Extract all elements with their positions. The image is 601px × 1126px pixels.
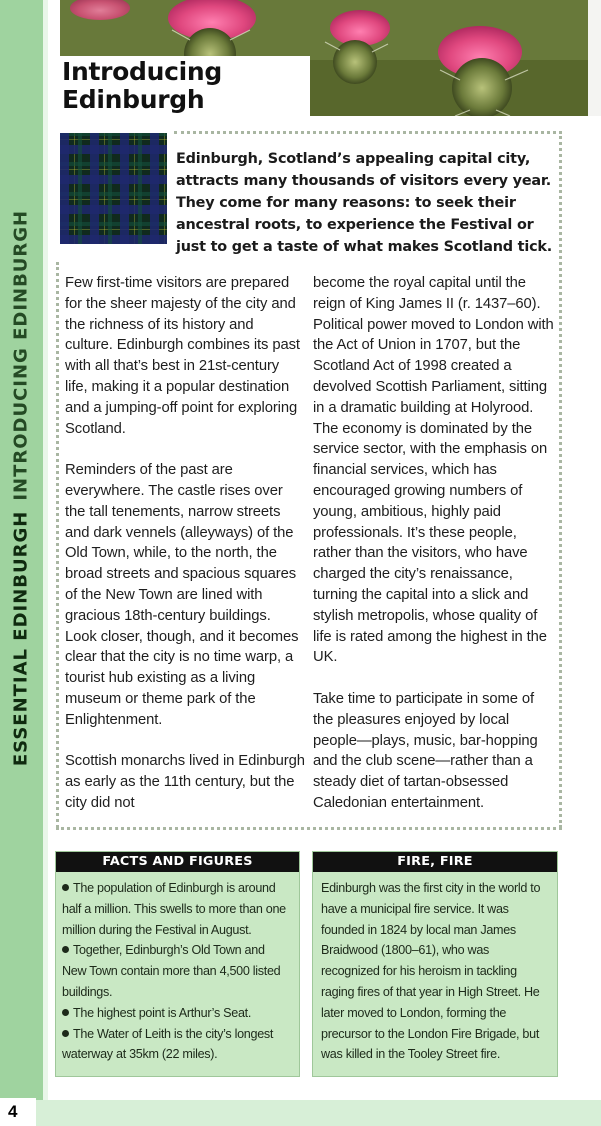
- fact-text: The highest point is Arthur’s Seat.: [73, 1005, 252, 1020]
- fact-text: The Water of Leith is the city’s longest waterway at 35km (22 miles).: [62, 1026, 274, 1062]
- sidebar-section-label: [0, 0, 43, 1126]
- fact-text: Together, Edinburgh’s Old Town and New Town contain more than 4,500 listed buildings.: [62, 943, 281, 999]
- section-name: ESSENTIAL EDINBURGH: [10, 510, 32, 767]
- fact-item: [62, 878, 291, 940]
- fire-box-text: Edinburgh was the first city in the world to have a municipal fire service. It was founded in 1824 by local man James Braidwood (1800–61), who was recognized for his heroism in tackling raging fires of that year in High Street. He later moved to London, forming the precursor to the London Fire Brigade, but was killed in the Tooley Street fire.: [321, 881, 541, 1062]
- title-line-1: Introducing: [62, 57, 223, 86]
- facts-and-figures-box: [55, 851, 300, 1077]
- body-paragraph: Take time to participate in some of the pleasures enjoyed by local people—plays, music, bar-hopping and the club scene—rather than a steady diet of tartan-obsessed Caledonian entertainment.: [313, 690, 538, 811]
- fire-box-title: FIRE, FIRE: [313, 852, 557, 872]
- bullet-icon: [62, 884, 69, 891]
- facts-box-title: FACTS AND FIGURES: [56, 852, 299, 872]
- fact-item: [62, 940, 291, 1002]
- chapter-name: INTRODUCING EDINBURGH: [10, 209, 32, 501]
- fact-item: [62, 1024, 291, 1066]
- footer-band: [36, 1100, 601, 1126]
- title-line-2: Edinburgh: [62, 85, 205, 114]
- body-column-right: [313, 273, 555, 835]
- page-title: [62, 58, 312, 114]
- body-paragraph: Scottish monarchs lived in Edinburgh as early as the 11th century, but the city did not: [65, 753, 305, 811]
- tartan-swatch: [60, 133, 167, 244]
- fact-item: [62, 1003, 291, 1024]
- body-paragraph: become the royal capital until the reign of King James II (r. 1437–60). Political power moved to London with the Act of Union in 1707, but the Scotland Act of 1998 created a devolved Scottish Parliament, sitting in a dramatic building at Holyrood. The economy is dominated by the service sector, with the emphasis on financial services, which has encouraged growing numbers of young, ambitious, highly paid professionals. It’s these people, rather than the visitors, who have charged the city’s renaissance, turning the capital into a slick and stylish metropolis, whose quality of life is rated among the highest in the UK.: [313, 275, 554, 666]
- body-paragraph: Reminders of the past are everywhere. The castle rises over the tall tenements, narrow streets and dark vennels (alleyways) of the Old Town, while, to the north, the broad streets and spacious squares of the New Town are lined with gracious 18th-century buildings. Look closer, though, and it becomes clear that the city is no time warp, a tourist hub existing as a living museum or theme park of the Enlightenment.: [65, 462, 299, 728]
- page-edge: [588, 0, 601, 116]
- body-paragraph: Few first-time visitors are prepared for the sheer majesty of the city and the richness of its history and culture. Edinburgh combines its past with all that’s best in 21st-century life, making it a popular destination and a jumping-off point for exploring Scotland.: [65, 275, 300, 437]
- body-column-left: [65, 273, 305, 835]
- fire-fire-box: [312, 851, 558, 1077]
- bullet-icon: [62, 946, 69, 953]
- dotted-border-top: [174, 131, 562, 134]
- intro-paragraph: Edinburgh, Scotland’s appealing capital city, attracts many thousands of visitors every year. They come for many reasons: to seek their ancestral roots, to experience the Festival or just to get a taste of what makes Scotland tick.: [176, 151, 553, 255]
- dotted-border-left: [56, 262, 59, 828]
- bullet-icon: [62, 1009, 69, 1016]
- fact-text: The population of Edinburgh is around half a million. This swells to more than one million during the Festival in August.: [62, 881, 286, 937]
- page-number: 4: [0, 1098, 36, 1126]
- dotted-border-right: [559, 131, 562, 828]
- bullet-icon: [62, 1030, 69, 1037]
- sidebar-stripe: [43, 0, 48, 1126]
